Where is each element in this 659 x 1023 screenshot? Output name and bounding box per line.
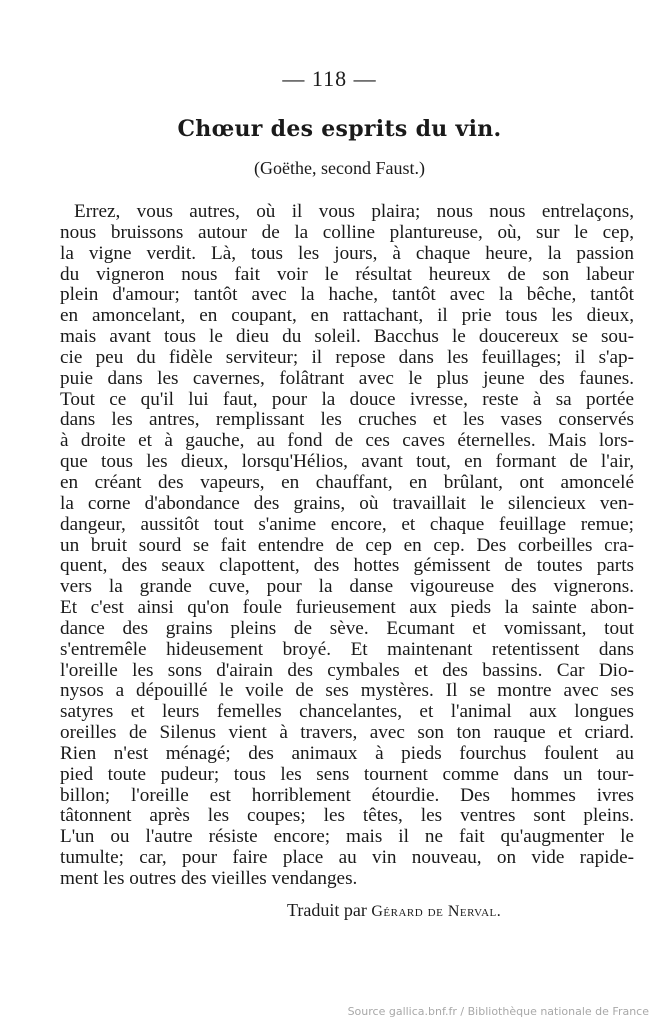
text-line: satyres et leurs femelles chancelantes, et l'animal aux longues xyxy=(60,701,634,723)
text-line: en amoncelant, en coupant, en rattachant, il prie tous les dieux, xyxy=(60,305,634,327)
text-line: l'oreille les sons d'airain des cymbales et des bassins. Car Dio- xyxy=(60,659,634,681)
text-line: s'entremêle hideusement broyé. Et maintenant retentissent dans xyxy=(60,638,634,660)
text-line: tâtonnent après les coupes; les têtes, les ventres sont pleins. xyxy=(60,805,634,827)
text-line: à droite et à gauche, au fond de ces caves éternelles. Mais lors- xyxy=(60,430,634,452)
text-line: pied toute pudeur; tous les sens tournent comme dans un tour- xyxy=(60,763,634,785)
text-line: L'un ou l'autre résiste encore; mais il ne fait qu'augmenter le xyxy=(60,826,634,848)
text-line: vers la grande cuve, pour la danse vigoureuse des vignerons. xyxy=(60,576,634,598)
text-line: puie dans les cavernes, folâtrant avec le plus jeune des faunes. xyxy=(60,367,634,389)
text-line: Et c'est ainsi qu'on foule furieusement aux pieds la sainte abon- xyxy=(60,597,634,619)
subtitle: (Goëthe, second Faust.) xyxy=(254,158,425,178)
translator-name: Gérard de Nerval. xyxy=(371,903,502,920)
text-line: nysos a dépouillé le voile de ses mystères. Il se montre avec ses xyxy=(60,680,634,702)
text-line: dangeur, aussitôt tout s'anime encore, et chaque feuillage remue; xyxy=(60,513,634,535)
text-line: dance des grains pleins de sève. Ecumant et vomissant, tout xyxy=(60,617,634,639)
text-line: en créant des vapeurs, en chauffant, en brûlant, ont amoncelé xyxy=(60,471,634,493)
text-line: quent, des seaux clapottent, des hottes gémissent de toutes parts xyxy=(60,555,634,577)
text-line: plein d'amour; tantôt avec la hache, tantôt avec la bêche, tantôt xyxy=(60,284,634,306)
text-line: que tous les dieux, lorsqu'Hélios, avant tout, en formant de l'air, xyxy=(60,451,634,473)
page-number: — 118 — xyxy=(282,66,377,91)
text-line: du vigneron nous fait voir le résultat heureux de son labeur xyxy=(60,263,634,285)
body-text xyxy=(60,202,634,890)
source-attribution: Source gallica.bnf.fr / Bibliothèque nationale de France xyxy=(347,1005,649,1018)
text-line: la corne d'abondance des grains, où travaillait le silencieux ven- xyxy=(60,492,634,514)
translator-credit xyxy=(287,900,501,921)
page-title: Chœur des esprits du vin. xyxy=(177,116,502,142)
text-line: billon; l'oreille est horriblement étourdie. Des hommes ivres xyxy=(60,784,634,806)
text-line: ment les outres des vieilles vendanges. xyxy=(60,868,358,889)
text-line: Errez, vous autres, où il vous plaira; nous nous entrelaçons, xyxy=(74,201,634,222)
text-line: mais avant tous le dieu du soleil. Bacchus le doucereux se sou- xyxy=(60,326,634,348)
text-line: tumulte; car, pour faire place au vin nouveau, on vide rapide- xyxy=(60,847,634,869)
text-line: la vigne verdit. Là, tous les jours, à chaque heure, la passion xyxy=(60,242,634,264)
credit-prefix: Traduit par xyxy=(287,900,367,920)
text-line: Rien n'est ménagé; des animaux à pieds fourchus foulent au xyxy=(60,742,634,764)
text-line: un bruit sourd se fait entendre de cep en cep. Des corbeilles cra- xyxy=(60,534,634,556)
text-line: oreilles de Silenus vient à travers, avec son ton rauque et criard. xyxy=(60,722,634,744)
text-line: nous bruissons autour de la colline plantureuse, où, sur le cep, xyxy=(60,221,634,243)
text-line: dans les antres, remplissant les cruches et les vases conservés xyxy=(60,409,634,431)
text-line: cie peu du fidèle serviteur; il repose dans les feuillages; il s'ap- xyxy=(60,346,634,368)
text-line: Tout ce qu'il lui faut, pour la douce ivresse, reste à sa portée xyxy=(60,388,634,410)
